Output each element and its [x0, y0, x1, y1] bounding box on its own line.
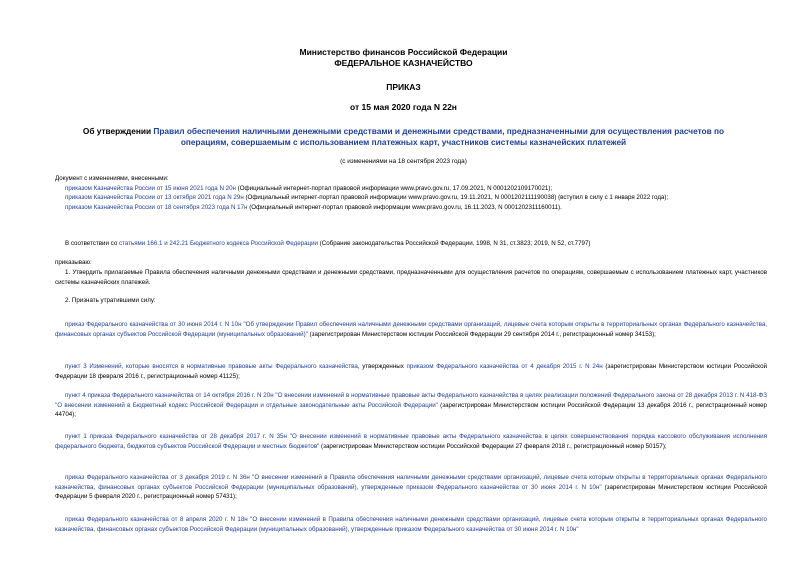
change-item: приказом Казначейства России от 18 сентября 2023 года N 17н (Официальный интернет-портал правовой информации www.pravo.gov.ru, 16.11.2023, N 0001202311160011). — [65, 203, 562, 211]
repealed-item-5: приказ Федерального казначейства от 3 декабря 2019 г. N 36н "О внесении изменений в Правила обеспечения наличными денежными средствами организаций, лицевые счета которым открыты в территориальных органах Федерального казначейства, финансовых органах субъектов Российской Федерации (муниципальных образований), утвержденные приказом Федерального казначейства от 30 июня 2014 г. N 10н" (зарегистрирован Министерством юстиции Российской Федерации 5 февраля 2020 г., регистрационный номер 57431); — [55, 474, 767, 500]
item-1: 1. Утвердить прилагаемые Правила обеспечения наличными денежными средствами и денежными средствами, предназначенными для осуществления расчетов по операциям, совершаемым с использованием платежных карт, участников системы казначейских платежей. — [55, 269, 767, 286]
repealed-item-3: пункт 4 приказа Федерального казначейства от 14 октября 2016 г. N 20н "О внесении изменений в нормативные правовые акты Федерального казначейства в целях реализации положений Федерального закона от 28 декабря 2013 г. N 418-ФЗ "О внесении изменений в Бюджетный кодекс Российской Федерации и отдельные законодательные акты Российской Федерации" (зарегистрирован Министерством юстиции Российской Федерации 13 декабря 2016 г., регистрационный номер 44704); — [55, 392, 767, 418]
changes-intro: Документ с изменениями, внесенными: — [55, 175, 169, 182]
document-title — [60, 126, 747, 148]
change-link-3[interactable]: приказом Казначейства России от 18 сентября 2023 года N 17н — [65, 203, 248, 211]
item-2: 2. Признать утратившими силу: — [65, 297, 156, 304]
agency-heading: ФЕДЕРАЛЬНОЕ КАЗНАЧЕЙСТВО — [334, 58, 473, 68]
repealed-item-4: пункт 1 приказа Федерального казначейства от 28 декабря 2017 г. N 35н "О внесении изменений в нормативные правовые акты Федерального казначейства в целях совершенствования порядка кассового обслуживания исполнения федерального бюджета, бюджетов субъектов Российской Федерации и местных бюджетов" (зарегистрирован Министерством юстиции Российской Федерации 27 февраля 2018 г., регистрационный номер 50157); — [55, 433, 767, 450]
repealed-item-1: приказ Федерального казначейства от 30 июня 2014 г. N 10н "Об утверждении Правил обеспечения наличными денежными средствами организаций, лицевые счета которым открыты в территориальных органах Федерального казначейства, финансовых органах субъектов Российской Федерации (муниципальных образований)" (зарегистрирован Министерством юстиции Российской Федерации 29 сентября 2014 г., регистрационный номер 34153); — [55, 321, 767, 338]
changes-block — [55, 174, 755, 212]
change-link-1[interactable]: приказом Казначейства России от 15 июня 2021 года N 20н — [65, 184, 236, 192]
budget-code-link[interactable]: статьями 166.1 и 242.21 Бюджетного кодекса Российской Федерации — [118, 240, 318, 247]
change-item: приказом Казначейства России от 13 октября 2021 года N 29н (Официальный интернет-портал правовой информации www.pravo.gov.ru, 19.11.2021, N 0001202111190038) (вступил в силу с 1 января 2022 года); — [65, 194, 669, 201]
title-prefix: Об утверждении — [82, 126, 154, 136]
repealed-item-6: приказ Федерального казначейства от 8 апреля 2020 г. N 18н "О внесении изменений в Правила обеспечения наличными денежными средствами организаций, лицевые счета которым открыты в территориальных органах Федерального казначейства, финансовых органах субъектов Российской Федерации (муниципальных образований), утвержденные приказом Федерального казначейства от 30 июня 2014 г. N 10н" — [55, 516, 767, 533]
change-link-2[interactable]: приказом Казначейства России от 13 октября 2021 года N 29н — [65, 194, 244, 201]
title-rules-link[interactable]: Правил обеспечения наличными денежными средствами и денежными средствами, предназначенными для осуществления расчетов по операциям, совершаемым с использованием платежных карт, участников системы казначейских платежей — [153, 126, 725, 147]
doc-type-heading: ПРИКАЗ — [386, 82, 421, 92]
basis-paragraph: В соответствии со статьями 166.1 и 242.21 Бюджетного кодекса Российской Федерации (Собрание законодательства Российской Федерации, 1998, N 31, ст.3823; 2019, N 52, ст.7797) — [65, 240, 591, 247]
edition-note: (с изменениями на 18 сентября 2023 года) — [340, 158, 467, 165]
doc-date-heading: от 15 мая 2020 года N 22н — [350, 102, 457, 112]
repealed-item-2: пункт 3 Изменений, которые вносятся в нормативные правовые акты Федерального казначейства, утвержденных приказом Федерального казначейства от 4 декабря 2015 г. N 24н (зарегистрирован Министерством юстиции Российской Федерации 18 февраля 2016 г., регистрационный номер 41125); — [55, 363, 767, 380]
ministry-heading: Министерство финансов Российской Федерации — [299, 47, 508, 57]
change-item: приказом Казначейства России от 15 июня 2021 года N 20н (Официальный интернет-портал правовой информации www.pravo.gov.ru, 17.09.2021, N 0001202109170021); — [65, 184, 553, 192]
order-word: приказываю: — [55, 259, 92, 266]
